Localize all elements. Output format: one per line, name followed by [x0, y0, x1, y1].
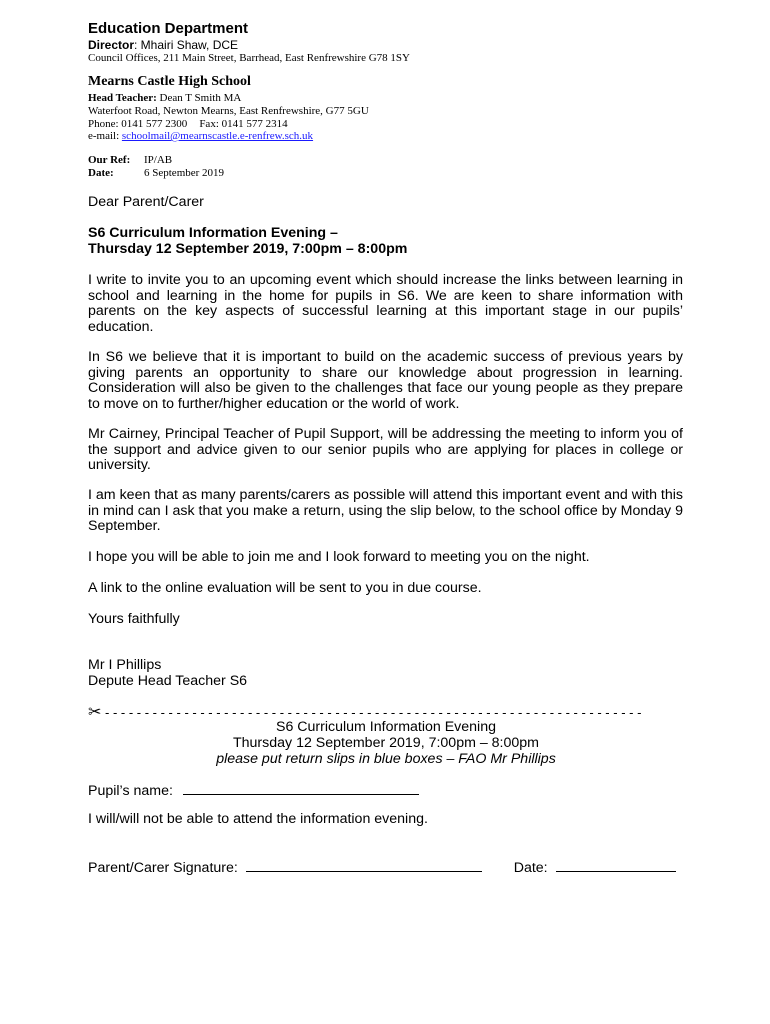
- date-label: Date:: [88, 167, 114, 179]
- head-teacher-label: Head Teacher:: [88, 92, 157, 104]
- director-line: [88, 38, 238, 52]
- our-ref-label: Our Ref:: [88, 154, 131, 166]
- closing: Yours faithfully: [88, 611, 180, 627]
- director-label: Director: [88, 38, 135, 52]
- subject-line-2: Thursday 12 September 2019, 7:00pm – 8:00pm: [88, 241, 408, 257]
- pupil-name-row: [88, 781, 683, 800]
- our-ref-line: [88, 154, 172, 166]
- paragraph-4: I am keen that as many parents/carers as possible will attend this important event and with this in mind can I ask that you make a return, using the slip below, to the school office by Monday 9 September.: [88, 487, 683, 534]
- slip-title: S6 Curriculum Information Evening: [275, 719, 496, 735]
- signatory-title: Depute Head Teacher S6: [88, 673, 248, 689]
- paragraph-2: In S6 we believe that it is important to build on the academic success of previous years by giving parents an opportunity to share our knowledge about progression in learning. Consideration will also be given to the challenges that face our young people as they prepare to move on to further/higher education or the world of work.: [88, 349, 683, 412]
- paragraph-3: Mr Cairney, Principal Teacher of Pupil Support, will be addressing the meeting to inform you of the support and advice given to our senior pupils who are applying for places in college or university.: [88, 426, 683, 473]
- paragraph-5: I hope you will be able to join me and I look forward to meeting you on the night.: [88, 549, 590, 565]
- school-address: Waterfoot Road, Newton Mearns, East Renfrewshire, G77 5GU: [88, 105, 369, 117]
- slip-date-field[interactable]: [556, 858, 676, 872]
- signature-field[interactable]: [246, 858, 482, 872]
- scissors-icon: ✂: [88, 704, 102, 721]
- our-ref-value: IP/AB: [144, 154, 173, 166]
- email-line: [88, 130, 313, 142]
- email-link[interactable]: schoolmail@mearnscastle.e-renfrew.sch.uk: [121, 130, 314, 142]
- salutation: Dear Parent/Carer: [88, 194, 204, 210]
- phone-number: Phone: 0141 577 2300: [88, 118, 188, 130]
- paragraph-6: A link to the online evaluation will be sent to you in due course.: [88, 580, 482, 596]
- fax-number: Fax: 0141 577 2314: [199, 118, 288, 130]
- date-value: 6 September 2019: [144, 167, 225, 179]
- signatory-name: Mr I Phillips: [88, 657, 162, 673]
- cut-dashes: - - - - - - - - - - - - - - - - - - - - - - - - - - - - - - - - - - - - - - - - - - - - - - - - - - - - - - - - - - - - - - - - - - - -: [105, 705, 642, 720]
- attendance-statement: I will/will not be able to attend the information evening.: [88, 811, 428, 827]
- school-name: Mearns Castle High School: [88, 74, 251, 89]
- head-teacher-value: Dean T Smith MA: [156, 92, 242, 104]
- pupil-name-field[interactable]: [183, 781, 419, 795]
- department-title: Education Department: [88, 20, 249, 37]
- pupil-name-label: Pupil’s name:: [88, 783, 173, 799]
- signature-row: [88, 858, 683, 877]
- council-address: Council Offices, 211 Main Street, Barrhead, East Renfrewshire G78 1SY: [88, 52, 410, 64]
- paragraph-1: I write to invite you to an upcoming event which should increase the links between learning in school and learning in the home for pupils in S6. We are keen to share information with parents on the key aspects of successful learning at this important stage in our pupils’ education.: [88, 272, 683, 335]
- slip-date-label: Date:: [513, 860, 548, 876]
- signature-label: Parent/Carer Signature:: [88, 860, 238, 876]
- date-line: [88, 167, 224, 179]
- subject-line-1: S6 Curriculum Information Evening –: [88, 225, 338, 241]
- slip-instruction: please put return slips in blue boxes – FAO Mr Phillips: [216, 751, 556, 767]
- head-teacher-line: [88, 92, 241, 104]
- slip-datetime: Thursday 12 September 2019, 7:00pm – 8:00pm: [232, 735, 539, 751]
- contact-line: [88, 118, 288, 130]
- email-label: e-mail:: [88, 130, 122, 142]
- director-value: : Mhairi Shaw, DCE: [134, 38, 239, 52]
